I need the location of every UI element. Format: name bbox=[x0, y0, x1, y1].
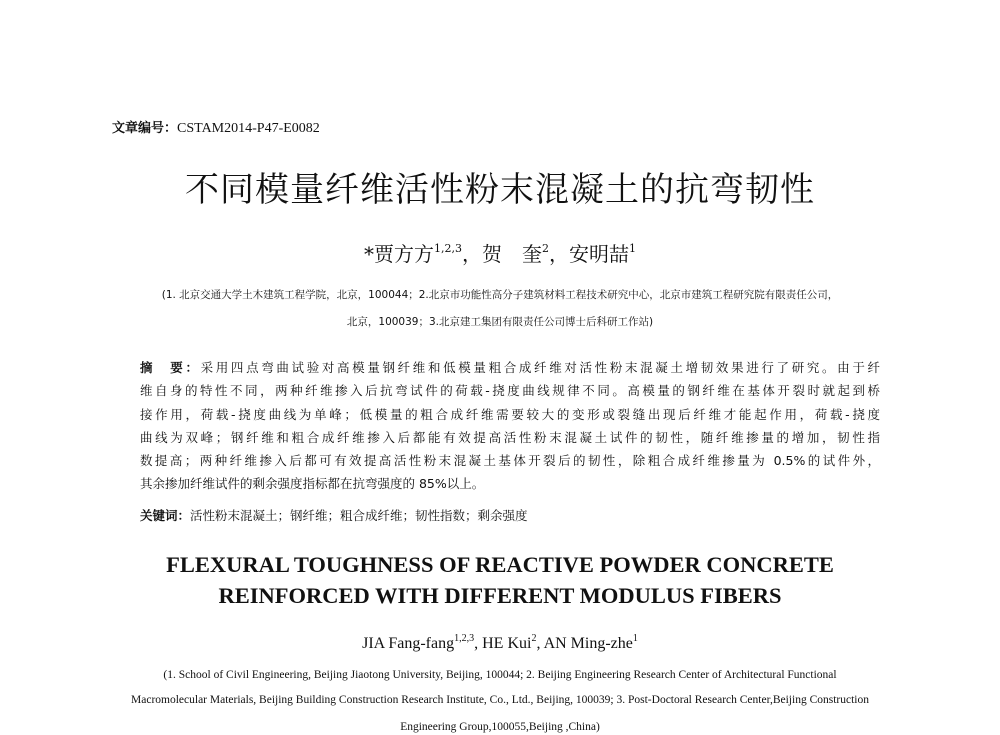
abstract-line: 数提高；两种纤维掺入后都可有效提高活性粉末混凝土基体开裂后的韧性，除粗合成纤维掺量为 0.5%的试件外， bbox=[140, 453, 880, 469]
author-separator: , bbox=[474, 635, 483, 652]
abstract-line: 维自身的特性不同，两种纤维掺入后抗弯试件的荷载-挠度曲线规律不同。高模量的钢纤维在基体开裂时就起到桥 bbox=[140, 383, 880, 399]
affiliation-cn-line-2: 北京，100039；3.北京建工集团有限责任公司博士后科研工作站) bbox=[346, 316, 654, 328]
author-cn-1 bbox=[364, 242, 482, 266]
abstract-line: 接作用，荷载-挠度曲线为单峰；低模量的粗合成纤维需要较大的变形或裂缝出现后纤维才能起作用，荷载-挠度 bbox=[140, 406, 880, 422]
authors-english bbox=[0, 633, 1000, 653]
affiliation-en-line-2: Macromolecular Materials, Beijing Building Construction Research Institute, Co., Ltd., Beijing, 100039; 3. Post-Doctoral Research Center,Beijing Construction bbox=[131, 694, 869, 706]
author-name: 安明喆 bbox=[569, 242, 629, 266]
author-separator: ， bbox=[462, 242, 482, 266]
abstract-line: 其余掺加纤维试件的剩余强度指标都在抗弯强度的 85%以上。 bbox=[140, 476, 485, 492]
abstract-text: 采用四点弯曲试验对高模量钢纤维和低模量粗合成纤维对活性粉末混凝土增韧效果进行了研究。由于纤 bbox=[200, 360, 880, 375]
title-english-line-2: REINFORCED WITH DIFFERENT MODULUS FIBERS bbox=[218, 583, 782, 608]
abstract-line bbox=[140, 356, 880, 379]
author-affil-marker: 1,2,3 bbox=[434, 242, 462, 255]
title-english bbox=[0, 549, 1000, 611]
author-name: AN Ming-zhe bbox=[543, 635, 633, 652]
author-en-2 bbox=[482, 635, 543, 652]
author-affil-marker: 1 bbox=[629, 242, 636, 255]
article-number bbox=[112, 117, 320, 137]
keywords-value: 活性粉末混凝土；钢纤维；粗合成纤维；韧性指数；剩余强度 bbox=[190, 508, 528, 523]
author-cn-3 bbox=[569, 242, 636, 266]
author-name: HE Kui bbox=[482, 635, 532, 652]
affiliation-cn-line-1: (1. 北京交通大学土木建筑工程学院，北京，100044；2.北京市功能性高分子建筑材料工程技术研究中心，北京市建筑工程研究院有限责任公司， bbox=[161, 289, 839, 301]
author-separator: ， bbox=[549, 242, 569, 266]
keywords-chinese bbox=[140, 506, 528, 524]
article-number-label: 文章编号： bbox=[112, 121, 178, 136]
authors-chinese bbox=[0, 238, 1000, 267]
title-english-line-1: FLEXURAL TOUGHNESS OF REACTIVE POWDER CONCRETE bbox=[166, 552, 834, 577]
author-affil-marker: 1 bbox=[632, 633, 638, 644]
article-number-value: CSTAM2014-P47-E0082 bbox=[177, 121, 320, 136]
author-en-3 bbox=[544, 635, 638, 652]
abstract-chinese bbox=[140, 356, 880, 496]
title-chinese: 不同模量纤维活性粉末混凝土的抗弯韧性 bbox=[185, 170, 815, 210]
author-cn-2 bbox=[482, 242, 569, 266]
affiliation-en-line-1: (1. School of Civil Engineering, Beijing Jiaotong University, Beijing, 100044; 2. Beijing Engineering Research Center of Architectural Functional bbox=[163, 669, 837, 681]
abstract-line: 曲线为双峰；钢纤维和粗合成纤维掺入后都能有效提高活性粉末混凝土试件的韧性，随纤维掺量的增加，韧性指 bbox=[140, 429, 880, 445]
affiliation-en-line-3: Engineering Group,100055,Beijing ,China) bbox=[400, 721, 600, 733]
author-name: 贺 奎 bbox=[482, 242, 542, 266]
keywords-label: 关键词： bbox=[140, 508, 191, 523]
author-name: *贾方方 bbox=[364, 242, 434, 266]
author-affil-marker: 1,2,3 bbox=[454, 633, 475, 644]
author-separator: , bbox=[536, 635, 544, 652]
abstract-label: 摘 要： bbox=[140, 360, 201, 375]
author-en-1 bbox=[362, 635, 482, 652]
author-affil-marker: 2 bbox=[531, 633, 537, 644]
author-affil-marker: 2 bbox=[542, 242, 549, 255]
author-name: JIA Fang-fang bbox=[362, 635, 455, 652]
